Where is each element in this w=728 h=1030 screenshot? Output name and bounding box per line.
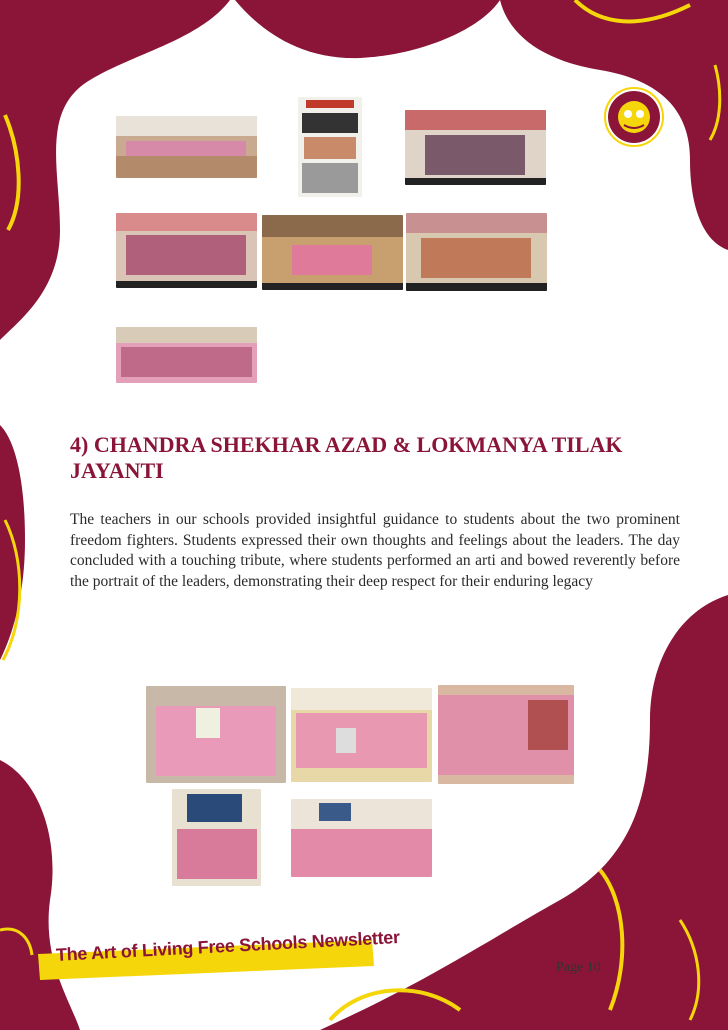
photo-classroom-screen: [291, 799, 432, 877]
photo-celebration-2: [262, 215, 403, 290]
photo-celebration-1: [116, 213, 257, 288]
photo-students-group: [116, 327, 257, 383]
section-heading: 4) CHANDRA SHEKHAR AZAD & LOKMANYA TILAK JAYANTI: [70, 432, 623, 483]
photo-stage-performance: [405, 110, 546, 185]
photo-girls-with-portrait: [146, 686, 286, 783]
photo-classroom-tribute: [291, 688, 432, 782]
photo-students-with-screen: [172, 789, 261, 886]
page-number: Page 10: [556, 960, 601, 975]
newsletter-title: The Art of Living Free Schools Newsletter: [55, 927, 401, 965]
school-logo-icon: [604, 87, 664, 147]
photo-arti-ceremony: [438, 685, 574, 784]
section-paragraph: The teachers in our schools provided insightful guidance to students about the two prominent freedom fighters. Students expressed their own thoughts and feelings about the leaders. The day concluded with a touching tribute, where students performed an arti and bowed reverently before the portrait of the leaders, demonstrating their deep respect for their enduring legacy: [70, 511, 680, 590]
photo-celebration-3: [406, 213, 547, 291]
photo-students-assembly: [116, 116, 257, 178]
photo-newspaper-clipping: [298, 97, 362, 197]
